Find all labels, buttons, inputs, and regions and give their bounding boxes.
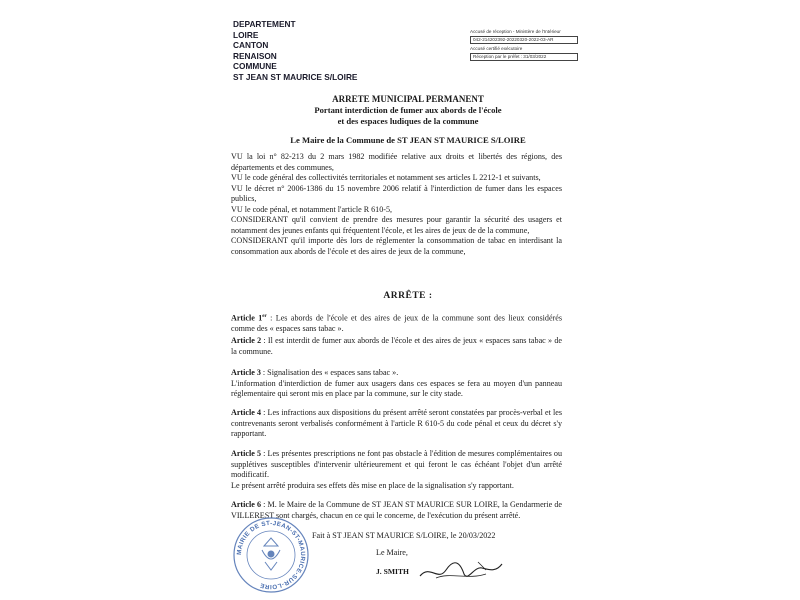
town-seal-stamp bbox=[232, 516, 310, 594]
article-sup: er bbox=[262, 314, 267, 319]
article-extra: L'information d'interdiction de fumer aux usagers dans ces espaces se fera au moyen d'un panneau réglementaire qui seront mis en place par la commune, sur le city stade. bbox=[231, 378, 562, 398]
visa-item: VU le décret n° 2006-1386 du 15 novembre 2006 relatif à l'interdiction de fumer dans les espaces publics, bbox=[231, 183, 562, 203]
visas-block bbox=[231, 152, 562, 257]
visa-item: VU le code général des collectivités territoriales et notamment ses articles L 2212-1 et suivants, bbox=[231, 173, 541, 182]
visa-item: VU le code pénal, et notamment l'article R 610-5, bbox=[231, 204, 393, 214]
article-extra: Le présent arrêté produira ses effets dès mise en place de la signalisation s'y rapportant. bbox=[231, 480, 514, 490]
seal-emblem bbox=[262, 538, 280, 570]
article-2 bbox=[231, 336, 562, 357]
document-title: ARRETE MUNICIPAL PERMANENT bbox=[332, 94, 484, 104]
article-label: Article 6 bbox=[231, 500, 262, 509]
header-line: LOIRE bbox=[233, 29, 259, 40]
reception-ref: 042-214202392-20220320-2022-03-AR bbox=[470, 36, 578, 44]
article-text: : M. le Maire de la Commune de ST JEAN ST MAURICE SUR LOIRE, la Gendarmerie de VILLEREST sont chargés, chacun en ce qui le concerne, de l'exécution du présent arrêté. bbox=[231, 500, 562, 520]
signed-at: Fait à ST JEAN ST MAURICE S/LOIRE, le 20/03/2022 bbox=[312, 531, 496, 540]
reception-date: Réception par le préfet : 31/03/2022 bbox=[470, 53, 578, 61]
article-label: Article 3 bbox=[231, 368, 261, 377]
reception-certified: Accusé certifié exécutoire bbox=[470, 46, 523, 51]
article-label: Article 2 bbox=[231, 336, 262, 345]
article-label: Article 1 bbox=[231, 313, 263, 323]
mayor-line: Le Maire de la Commune de ST JEAN ST MAURICE S/LOIRE bbox=[290, 135, 526, 145]
signer-name: J. SMITH bbox=[376, 567, 409, 576]
article-3 bbox=[231, 368, 562, 400]
visa-item: VU la loi n° 82-213 du 2 mars 1982 modifiée relative aux droits et libertés des régions, des départements et des communes, bbox=[231, 152, 562, 172]
arrete-heading: ARRÊTE : bbox=[383, 291, 433, 301]
reception-label: Accusé de réception - Ministère de l'Intérieur bbox=[470, 29, 561, 34]
header-line: CANTON bbox=[233, 40, 269, 51]
handwritten-signature bbox=[416, 556, 506, 586]
visa-item: CONSIDERANT qu'il importe dès lors de réglementer la consommation de tabac en interdisant la consommation aux abords de l'école et des aires de jeux de la commune, bbox=[231, 236, 562, 256]
reception-stamp bbox=[470, 29, 578, 63]
article-text: : Les présentes prescriptions ne font pas obstacle à l'édition de mesures complémentaires ou supplétives susceptibles d'intervenir ultérieurement et qui feront le cas échéant l'objet d'un arrêté modificatif. bbox=[231, 449, 562, 479]
document-subtitle: Portant interdiction de fumer aux abords de l'école bbox=[314, 105, 502, 115]
header-line: COMMUNE bbox=[233, 61, 277, 72]
signer-role: Le Maire, bbox=[376, 548, 408, 557]
article-1 bbox=[231, 312, 562, 335]
document-subtitle-2: et des espaces ludiques de la commune bbox=[337, 116, 479, 126]
visa-item: CONSIDERANT qu'il convient de prendre des mesures pour garantir la sécurité des usagers et notamment des jeunes enfants qui fréquentent l'école, et les aires de jeux de de la commune, bbox=[231, 215, 562, 235]
administrative-header bbox=[233, 19, 357, 83]
article-5 bbox=[231, 449, 562, 491]
header-line: ST JEAN ST MAURICE S/LOIRE bbox=[233, 71, 358, 82]
article-label: Article 5 bbox=[231, 449, 261, 458]
seal-text: MAIRIE DE ST-JEAN-ST-MAURICE-SUR-LOIRE bbox=[235, 519, 307, 591]
article-label: Article 4 bbox=[231, 408, 262, 417]
article-text: : Signalisation des « espaces sans tabac ». bbox=[260, 368, 399, 377]
header-line: RENAISON bbox=[233, 50, 277, 61]
article-4 bbox=[231, 408, 562, 440]
article-text: : Les abords de l'école et des aires de jeux de la commune sont des lieux considérés comme des « espaces sans tabac ». bbox=[231, 313, 562, 334]
article-text: : Les infractions aux dispositions du présent arrêté seront constatées par procès-verbal et les contrevenants seront verbalisés conformément à l'article R 610-5 du code pénal et ceux du décret s'y rapportant. bbox=[231, 408, 563, 438]
header-line: DEPARTEMENT bbox=[233, 19, 296, 29]
article-text: : Il est interdit de fumer aux abords de l'école et des aires de jeux « espaces sans tabac » de la commune. bbox=[231, 336, 562, 356]
